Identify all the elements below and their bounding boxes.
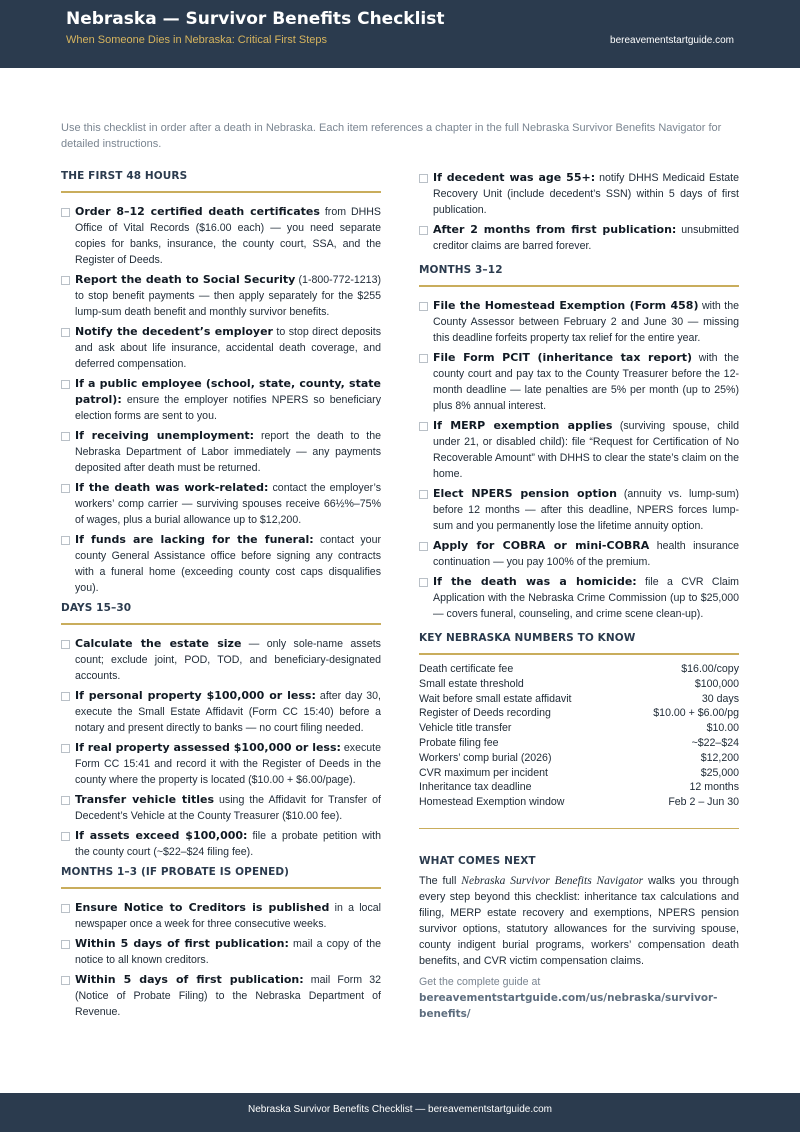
- checklist-months-3-12: [419, 298, 739, 622]
- checklist-item: [61, 204, 381, 268]
- checklist-item-lead: Apply for COBRA or mini-COBRA: [433, 539, 650, 552]
- checklist-days-15-30: [61, 636, 381, 860]
- checklist-item-lead: Order 8–12 certified death certificates: [75, 205, 320, 218]
- checklist-item-lead: If assets exceed $100,000:: [75, 829, 248, 842]
- checklist-item: [419, 418, 739, 482]
- table-row-label: Workers’ comp burial (2026): [419, 751, 552, 764]
- table-row-label: Vehicle title transfer: [419, 722, 512, 735]
- next-text-post: walks you through every step beyond this checklist: inheritance tax calculations and filing, MERP estate recovery and exemptions, NPERS pension survivor options, statutory allowances for the surviving spouse, county indigent burial programs, workers’ compensation death benefits, and CVR victim compensation claims.: [419, 874, 739, 967]
- table-row: [419, 692, 739, 707]
- section-heading-months-1-3: MONTHS 1–3 (IF PROBATE IS OPENED): [61, 866, 290, 878]
- checklist-item-text: — only sole-name assets count; exclude joint, POD, TOD, and beneficiary-designated accounts.: [75, 638, 381, 682]
- header-site-link[interactable]: bereavementstartguide.com: [610, 35, 734, 46]
- checklist-item-lead: If real property assessed $100,000 or less:: [75, 741, 341, 754]
- table-row-label: Homestead Exemption window: [419, 796, 565, 809]
- checkbox[interactable]: [419, 422, 428, 431]
- key-numbers-table: [419, 662, 739, 810]
- checklist-item: [61, 636, 381, 684]
- page-title: Nebraska — Survivor Benefits Checklist: [66, 9, 445, 29]
- next-text-pre: The full: [419, 874, 462, 887]
- footer-text: Nebraska Survivor Benefits Checklist — bereavementstartguide.com: [247, 1104, 553, 1115]
- checklist-item: [419, 350, 739, 414]
- checklist-item-lead: If the death was work-related:: [75, 481, 269, 494]
- checkbox[interactable]: [61, 940, 70, 949]
- checkbox[interactable]: [419, 354, 428, 363]
- checklist-item-lead: Ensure Notice to Creditors is published: [75, 901, 330, 914]
- table-row: [419, 795, 739, 810]
- checklist-item: [419, 170, 739, 218]
- checklist-first-48-hours: [61, 204, 381, 596]
- checklist-item-lead: Calculate the estate size: [75, 637, 242, 650]
- checkbox[interactable]: [61, 276, 70, 285]
- guide-label: Get the complete guide at: [419, 975, 541, 988]
- intro-text: Use this checklist in order after a death in Nebraska. Each item references a chapter in the full Nebraska Survivor Benefits Navigator for detailed instructions.: [61, 122, 722, 150]
- checkbox[interactable]: [61, 976, 70, 985]
- checkbox[interactable]: [61, 432, 70, 441]
- table-row: [419, 736, 739, 751]
- checklist-item-lead: If the death was a homicide:: [433, 575, 637, 588]
- section-divider: [419, 828, 739, 829]
- section-heading-months-3-12: MONTHS 3–12: [419, 264, 503, 276]
- checklist-item-text: in a local newspaper once a week for three consecutive weeks.: [75, 902, 381, 930]
- checklist-item-lead: File the Homestead Exemption (Form 458): [433, 299, 699, 312]
- checklist-item-text: using the Affidavit for Transfer of Decedent’s Vehicle at the County Treasurer ($10.00 fee).: [75, 794, 381, 822]
- table-row-label: Probate filing fee: [419, 736, 499, 749]
- checklist-item-text: (annuity vs. lump-sum) before 12 months — after this deadline, NPERS forces lump-sum and you permanently lose the lifetime annuity option.: [433, 488, 739, 532]
- checkbox[interactable]: [61, 744, 70, 753]
- table-row-value: 12 months: [689, 781, 739, 794]
- checkbox[interactable]: [61, 796, 70, 805]
- checklist-item-text: (surviving spouse, child under 21, or disabled child): file “Request for Certification of No Recoverable Amount” with DHHS to clear the state’s claim on the home.: [433, 420, 739, 480]
- checklist-item: [419, 538, 739, 570]
- table-row-value: ~$22–$24: [691, 736, 739, 749]
- section-divider: [61, 191, 381, 193]
- checkbox[interactable]: [419, 174, 428, 183]
- table-row-value: Feb 2 – Jun 30: [668, 796, 739, 809]
- checklist-item-lead: Report the death to Social Security: [75, 273, 296, 286]
- section-heading-key-numbers: KEY NEBRASKA NUMBERS TO KNOW: [419, 632, 636, 644]
- table-row: [419, 677, 739, 692]
- checklist-item: [419, 222, 739, 254]
- section-divider: [61, 887, 381, 889]
- table-row-value: $10.00: [706, 722, 739, 735]
- checklist-item: [61, 480, 381, 528]
- section-divider: [61, 623, 381, 625]
- checklist-item-text: file a probate petition with the county court (~$22–$24 filing fee).: [75, 830, 381, 858]
- checkbox[interactable]: [61, 692, 70, 701]
- checkbox[interactable]: [419, 226, 428, 235]
- checklist-item: [61, 792, 381, 824]
- navigator-title: Nebraska Survivor Benefits Navigator: [461, 874, 644, 887]
- checklist-item-text: unsubmitted creditor claims are barred forever.: [433, 224, 740, 252]
- checklist-item-lead: File Form PCIT (inheritance tax report): [433, 351, 693, 364]
- checklist-item-lead: If personal property $100,000 or less:: [75, 689, 316, 702]
- table-row-label: CVR maximum per incident: [419, 766, 548, 779]
- right-column: [419, 170, 739, 1022]
- checkbox[interactable]: [61, 484, 70, 493]
- checklist-item-text: from DHHS Office of Vital Records ($16.00 each) — you need separate copies for banks, insurance, the county court, SSA, and the Register of Deeds.: [75, 206, 382, 266]
- checklist-item: [61, 936, 381, 968]
- checklist-item-text: (1-800-772-1213) to stop benefit payments — then apply separately for the $255 lump-sum death benefit and monthly survivor benefits.: [75, 274, 381, 318]
- table-row: [419, 721, 739, 736]
- table-row: [419, 751, 739, 766]
- table-row-label: Small estate threshold: [419, 677, 524, 690]
- table-row-label: Death certificate fee: [419, 663, 514, 675]
- page-header: [0, 0, 800, 68]
- checklist-item: [61, 428, 381, 476]
- checklist-item: [61, 272, 381, 320]
- checklist-item-text: ensure the employer notifies NPERS so beneficiary election forms are sent to you.: [75, 394, 381, 422]
- table-row: [419, 780, 739, 795]
- checklist-item: [61, 828, 381, 860]
- left-column: [61, 170, 381, 1024]
- checkbox[interactable]: [419, 302, 428, 311]
- checklist-item-text: health insurance continuation — you pay 100% of the premium.: [433, 540, 739, 568]
- guide-link[interactable]: bereavementstartguide.com/us/nebraska/survivor-benefits/: [419, 991, 718, 1020]
- what-comes-next-text: [419, 873, 739, 969]
- checklist-item-lead: Within 5 days of first publication:: [75, 937, 289, 950]
- table-row-value: $16.00/copy: [681, 663, 739, 675]
- checklist-item: [419, 486, 739, 534]
- checkbox[interactable]: [61, 380, 70, 389]
- checklist-item: [61, 688, 381, 736]
- checklist-item-lead: Notify the decedent’s employer: [75, 325, 273, 338]
- checklist-months-1-3: [61, 900, 381, 1020]
- checklist-item-lead: If a public employee (school, state, county, state patrol):: [75, 377, 381, 406]
- page-subtitle: When Someone Dies in Nebraska: Critical First Steps: [66, 34, 328, 46]
- checklist-item-text: after day 30, execute the Small Estate Affidavit (Form CC 15:40) before a notary and present directly to banks — no court filing needed.: [75, 690, 382, 734]
- checklist-item-lead: Transfer vehicle titles: [75, 793, 215, 806]
- checklist-item-text: mail a copy of the notice to all known creditors.: [75, 938, 381, 966]
- checklist-item-text: with the County Assessor between February 2 and June 30 — missing this deadline forfeits property tax relief for the entire year.: [433, 300, 739, 344]
- table-row-value: $25,000: [700, 766, 739, 779]
- checklist-item-lead: If MERP exemption applies: [433, 419, 613, 432]
- page-footer: [0, 1093, 800, 1132]
- checklist-item-text: contact the employer’s workers’ comp carrier — surviving spouses receive 66½%–75% of wages, plus a burial allowance up to $12,200.: [75, 482, 381, 526]
- checklist-item-text: execute Form CC 15:41 and record it with the Register of Deeds in the county where the property is located ($10.00 + $6.00/page).: [75, 742, 381, 786]
- table-row: [419, 706, 739, 721]
- checklist-item-text: file a CVR Claim Application with the Nebraska Crime Commission (up to $25,000 — covers funeral, counseling, and crime scene clean-up).: [433, 576, 740, 620]
- checklist-item-lead: Within 5 days of first publication:: [75, 973, 304, 986]
- table-row: [419, 662, 739, 677]
- checklist-item: [61, 900, 381, 932]
- table-row-label: Wait before small estate affidavit: [419, 692, 572, 705]
- checkbox[interactable]: [419, 542, 428, 551]
- table-row-value: $12,200: [700, 751, 739, 764]
- section-divider: [419, 285, 739, 287]
- section-heading-days-15-30: DAYS 15–30: [61, 602, 132, 614]
- checklist-months-1-3-continued: [419, 170, 739, 254]
- checklist-item: [419, 574, 739, 622]
- table-row-value: $100,000: [694, 677, 739, 690]
- checklist-item: [61, 324, 381, 372]
- checklist-item-lead: After 2 months from first publication:: [433, 223, 677, 236]
- checklist-item-text: mail Form 32 (Notice of Probate Filing) to the Nebraska Department of Revenue.: [75, 974, 381, 1018]
- checklist-item-text: notify DHHS Medicaid Estate Recovery Unit (include decedent’s SSN) within 5 days of first publication.: [433, 172, 740, 216]
- table-row-value: $10.00 + $6.00/pg: [653, 707, 739, 720]
- checklist-item: [61, 376, 381, 424]
- checkbox[interactable]: [61, 208, 70, 217]
- checklist-item-lead: If funds are lacking for the funeral:: [75, 533, 314, 546]
- checkbox[interactable]: [61, 832, 70, 841]
- checklist-item: [61, 532, 381, 596]
- section-divider: [419, 653, 739, 655]
- table-row-label: Register of Deeds recording: [419, 707, 551, 720]
- table-row-value: 30 days: [701, 692, 739, 705]
- checkbox[interactable]: [61, 904, 70, 913]
- section-heading-what-comes-next: WHAT COMES NEXT: [419, 854, 536, 867]
- checklist-item-lead: If decedent was age 55+:: [433, 171, 596, 184]
- checklist-item: [419, 298, 739, 346]
- table-row-label: Inheritance tax deadline: [419, 781, 532, 794]
- checklist-item-lead: If receiving unemployment:: [75, 429, 255, 442]
- checkbox[interactable]: [61, 536, 70, 545]
- checkbox[interactable]: [61, 328, 70, 337]
- checklist-item: [61, 740, 381, 788]
- checkbox[interactable]: [61, 640, 70, 649]
- checklist-item-text: report the death to the Nebraska Department of Labor immediately — any payments deposited after death must be returned.: [75, 430, 381, 474]
- checkbox[interactable]: [419, 490, 428, 499]
- checklist-item-text: contact your county General Assistance office before signing any contracts with a funeral home (exceeding county cost caps disqualifies you).: [75, 534, 381, 594]
- checklist-item-text: with the county court and pay tax to the County Treasurer before the 12-month deadline — late penalties are 5% per month (up to 25%) plus 8% annual interest.: [433, 352, 739, 412]
- checklist-item-text: to stop direct deposits and ask about life insurance, accidental death coverage, and deferred compensation.: [75, 326, 381, 370]
- table-row: [419, 766, 739, 781]
- checklist-item-lead: Elect NPERS pension option: [433, 487, 617, 500]
- section-heading-first-48-hours: THE FIRST 48 HOURS: [61, 170, 188, 182]
- checkbox[interactable]: [419, 578, 428, 587]
- checklist-item: [61, 972, 381, 1020]
